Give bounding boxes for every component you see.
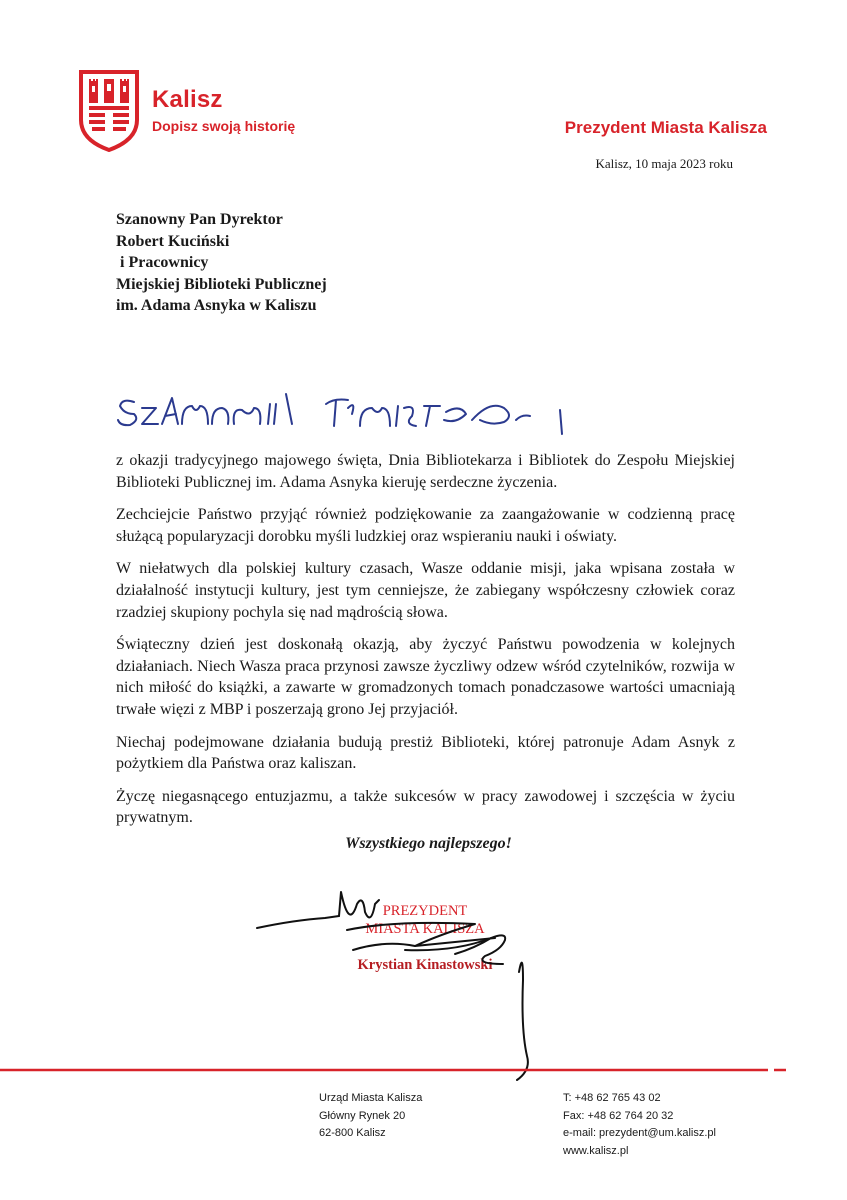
stamp-title-line: PREZYDENT (382, 903, 468, 919)
footer-fax: Fax: +48 62 764 20 32 (563, 1109, 674, 1122)
footer-address-line: Główny Rynek 20 (319, 1109, 406, 1122)
letter-body (116, 450, 735, 840)
footer-address-line: Urząd Miasta Kalisza (319, 1092, 423, 1104)
footer-address-line: 62-800 Kalisz (319, 1127, 386, 1139)
recipient-address (116, 209, 327, 317)
body-paragraph: Świąteczny dzień jest doskonałą okazją, aby życzyć Państwu powodzenia w kolejnych działaniach. Niech Wasza praca przynosi zawsze życzliwy odzew wśród czytelników, rozwija w nich miłość do książki, a zawarte w gromadzonych tomach ponadczasowe wartości umacniają trwałe więzi z MBP i poszerzają grono Jej przyjaciół. (116, 636, 735, 718)
footer-address (319, 1090, 422, 1143)
closing-wish: Wszystkiego najlepszego! (345, 835, 512, 852)
body-paragraph: W niełatwych dla polskiej kultury czasach, Wasze oddanie misji, jaka wpisana została w działalność instytucji kultury, jest tym cenniejsze, że zabiegany współczesny człowiek coraz rzadziej skupiony pochyla się nad mądrością słowa. (116, 560, 735, 621)
body-paragraph: Życzę niegasnącego entuzjazmu, a także sukcesów w pracy zawodowej i szczęścia w życiu prywatnym. (116, 787, 735, 827)
recipient-line: im. Adama Asnyka w Kaliszu (116, 297, 317, 314)
body-paragraph: Niechaj podejmowane działania budują prestiż Biblioteki, której patronuje Adam Asnyk z pożytkiem dla Państwa oraz kaliszan. (116, 733, 735, 773)
footer-divider (0, 1066, 847, 1076)
recipient-line: Robert Kuciński (116, 232, 230, 250)
footer-email: e-mail: prezydent@um.kalisz.pl (563, 1127, 716, 1139)
handwritten-signature (255, 890, 595, 1090)
handwritten-salutation (112, 380, 582, 450)
city-crest-logo-icon (78, 68, 140, 152)
letter-date: Kalisz, 10 maja 2023 roku (595, 156, 733, 171)
office-title: Prezydent Miasta Kalisza (564, 118, 767, 137)
signatory-name: Krystian Kinastowski (357, 957, 493, 973)
footer-phone: T: +48 62 765 43 02 (563, 1092, 661, 1104)
recipient-line: Miejskiej Biblioteki Publicznej (116, 275, 327, 293)
brand-name: Kalisz (152, 86, 223, 113)
body-paragraph: Zechciejcie Państwo przyjąć również podziękowanie za zaangażowanie w codzienną pracę służącą popularyzacji dorobku myśli ludzkiej oraz wspieraniu nauki i oświaty. (116, 506, 735, 545)
body-paragraph: z okazji tradycyjnego majowego święta, Dnia Bibliotekarza i Bibliotek do Zespołu Miejskiej Biblioteki Publicznej im. Adama Asnyka kieruję serdeczne życzenia. (116, 452, 735, 491)
footer-contact (563, 1090, 716, 1160)
stamp-title-line: MIASTA KALISZA (365, 921, 485, 937)
footer-website: www.kalisz.pl (563, 1144, 629, 1157)
brand-tagline: Dopisz swoją historię (152, 118, 296, 134)
recipient-line: i Pracownicy (116, 254, 209, 271)
recipient-line: Szanowny Pan Dyrektor (116, 211, 283, 228)
